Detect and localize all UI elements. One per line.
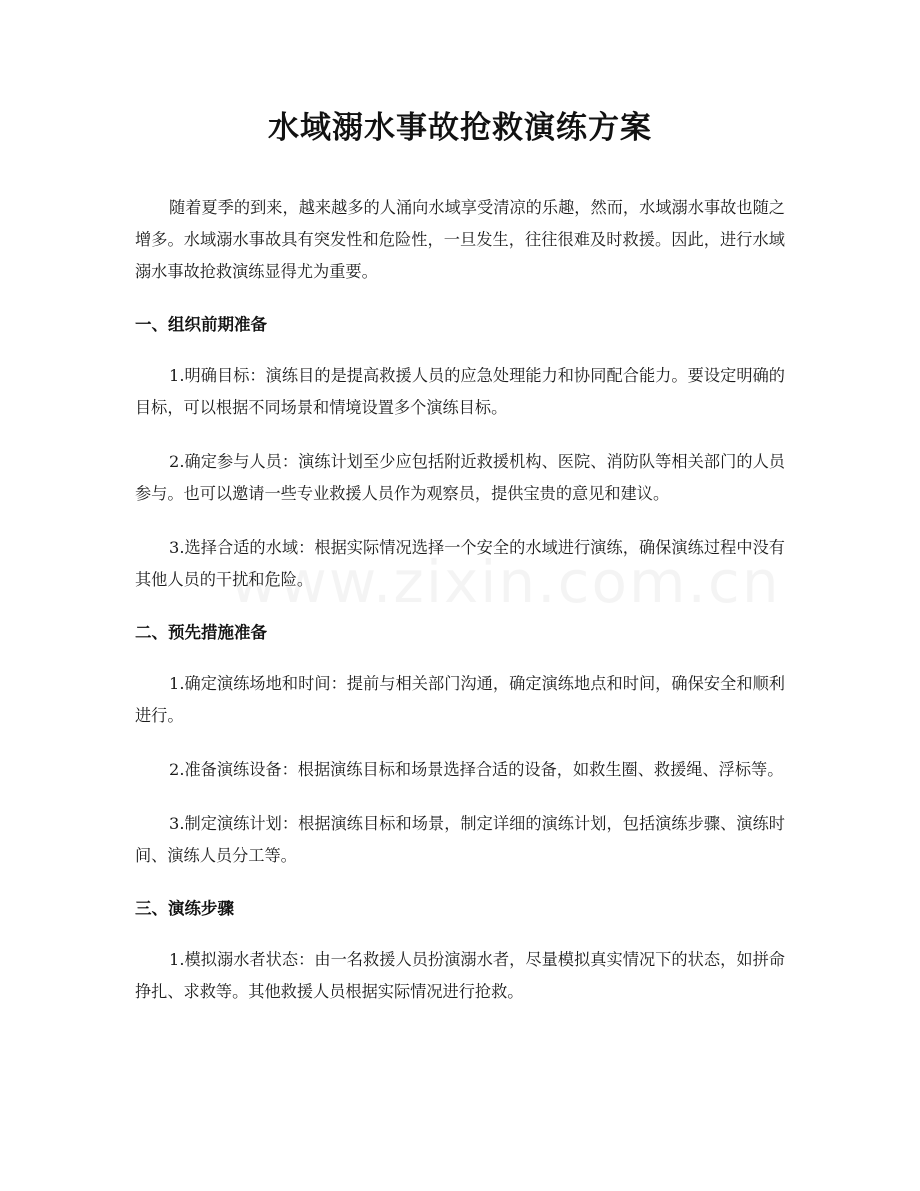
section-2-item-2: 2.准备演练设备：根据演练目标和场景选择合适的设备，如救生圈、救援绳、浮标等。 <box>169 760 784 779</box>
section-1-item-3: 3.选择合适的水域：根据实际情况选择一个安全的水域进行演练，确保演练过程中没有其他人员的干扰和危险。 <box>135 538 785 589</box>
intro-paragraph: 随着夏季的到来，越来越多的人涌向水域享受清凉的乐趣，然而，水域溺水事故也随之增多。水域溺水事故具有突发性和危险性，一旦发生，往往很难及时救援。因此，进行水域溺水事故抢救演练显得尤为重要。 <box>135 198 785 281</box>
section-1-item-2: 2.确定参与人员：演练计划至少应包括附近救援机构、医院、消防队等相关部门的人员参与。也可以邀请一些专业救援人员作为观察员，提供宝贵的意见和建议。 <box>135 452 785 503</box>
section-3-item-1: 1.模拟溺水者状态：由一名救援人员扮演溺水者，尽量模拟真实情况下的状态，如拼命挣扎、求救等。其他救援人员根据实际情况进行抢救。 <box>135 950 785 1001</box>
section-heading-3: 三、演练步骤 <box>135 899 234 918</box>
section-2-item-1: 1.确定演练场地和时间：提前与相关部门沟通，确定演练地点和时间，确保安全和顺利进行。 <box>135 674 785 725</box>
section-1-item-1: 1.明确目标：演练目的是提高救援人员的应急处理能力和协同配合能力。要设定明确的目标，可以根据不同场景和情境设置多个演练目标。 <box>135 366 785 417</box>
section-heading-1: 一、组织前期准备 <box>135 315 267 334</box>
section-2-item-3: 3.制定演练计划：根据演练目标和场景，制定详细的演练计划，包括演练步骤、演练时间、演练人员分工等。 <box>135 814 785 865</box>
document-title: 水域溺水事故抢救演练方案 <box>268 110 652 146</box>
section-heading-2: 二、预先措施准备 <box>135 623 267 642</box>
